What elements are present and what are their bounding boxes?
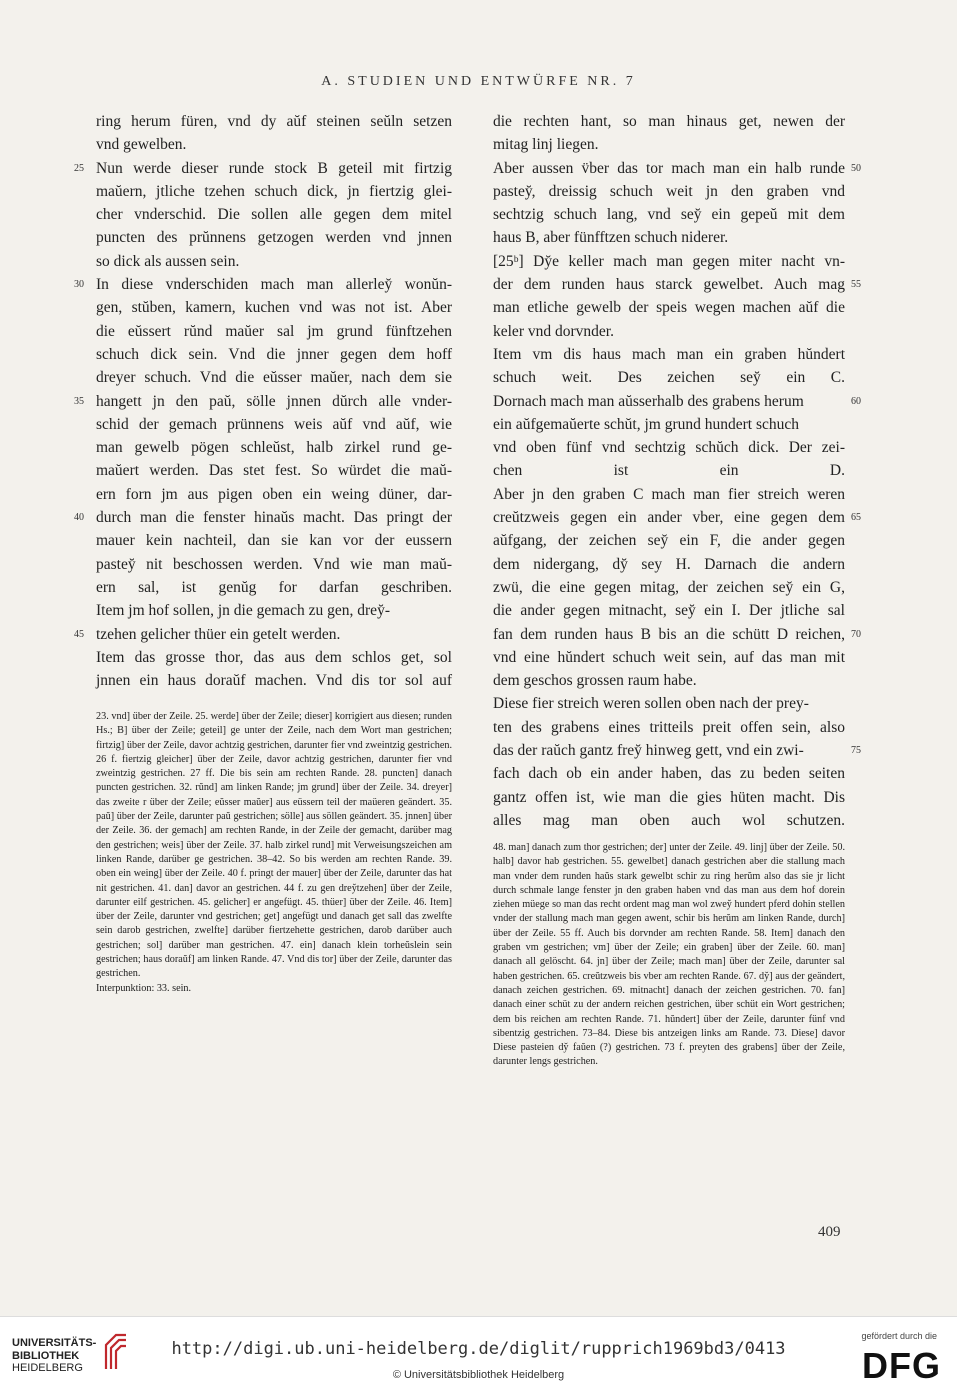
right-line: mitag linj liegen. bbox=[493, 136, 599, 154]
right-apparatus-notes: 48. man] danach zum thor gestrichen; der] unter der Zeile. 49. linj] über der Zeile. 50. halb] davor hab gestrichen. 55. gewelbet] danach gestrichen aber die stallung mach man vnder dem runden haŭs stark gewelbt schir zu ring herŭm also das sie jr licht durch schmale lange fenster jn den graben haben vnd das man aus dem hof dorein ziehen müege so man das recht ordent mag man wol zwey̆ hundert pferd dohin stellen vnder der stallung mach man gegen awent, schir bis herŭm am linken Rande, durch] über der Zeile. 55 ff. Auch bis dorvnder am rechten Rande. 58. Item] danach den graben vm gestrichen; vm] über der Zeile; ein graben] über der Zeile. 60. man] danach all gelöscht. 64. jn] über der Zeile; mach man] über der Zeile, darunter sal haben gestrichen. 65. creŭtzweis bis vber am rechten Rande. 67. dy̆] aus der geändert, danach zeichen gestrichen. 69. mitnacht] danach der zeichen gestrichen. 70. fan] danach einer schüt zu der andern reichen gestrichen, über schüt ein Wort gestrichen; dem bis reichen am rechten Rande. 71. hŭndert] über der Zeile, darunter fünf vnd sibentzig gestrichen. 73–84. Diese bis antzeigen links am Rande. 73. Diese] davor Diese pasteien dy̆ faŭen (?) gestrichen. 73 f. preyten des grabens] über der Zeile, darunter lengs gestrichen. bbox=[493, 842, 845, 1068]
line-number: 25 bbox=[74, 162, 84, 174]
left-apparatus bbox=[96, 710, 452, 996]
line-number: 40 bbox=[74, 512, 84, 524]
left-column-text bbox=[74, 110, 452, 692]
left-line: mauer kein nachteil, dan sie kan vor der eussern bbox=[96, 532, 452, 550]
left-line: In diese vnderschiden mach man allerley̆ wonŭn- 30 bbox=[96, 273, 452, 296]
left-line: gen, stŭben, kamern, kuchen vnd was not ist. Aber bbox=[96, 299, 452, 317]
copyright-notice: © Universitätsbibliothek Heidelberg bbox=[392, 1369, 565, 1381]
right-line: dem nidergang, dy̆ sey H. Darnach die andern bbox=[493, 555, 845, 573]
right-line: keler vnd dorvnder. bbox=[493, 322, 614, 340]
right-line: Diese fier streich weren sollen oben nach der prey- bbox=[493, 695, 809, 713]
right-line: schuch weit. Des zeichen sey̆ ein C. bbox=[493, 369, 845, 387]
right-line: Item vm dis haus mach man ein graben hŭndert bbox=[493, 345, 845, 363]
right-line: vnd eine hŭndert schuch weit sein, auf das man mit bbox=[493, 648, 845, 666]
right-line: pastey̆, dreissig schuch weit jn den graben vnd bbox=[493, 182, 845, 200]
right-line: fan dem runden haus B bis an die schütt D reichen, 70 bbox=[493, 623, 845, 646]
left-line: so dick als aussen sein. bbox=[96, 252, 240, 270]
ub-logo-line3: HEIDELBERG bbox=[12, 1362, 83, 1374]
line-number: 30 bbox=[74, 279, 84, 291]
left-line: cher vnderschid. Die sollen alle gegen dem mitel bbox=[96, 206, 452, 224]
left-line: vnd gewelben. bbox=[96, 136, 187, 154]
right-line: zwü, die eine gegen mitag, der zeichen sey̆ ein G, bbox=[493, 578, 845, 596]
right-line: Aber jn den graben C mach man fier streich weren bbox=[493, 485, 845, 503]
left-apparatus-notes: 23. vnd] über der Zeile. 25. werde] über der Zeile; dieser] korrigiert aus diesen; runden Hs.; B] über der Zeile; geteil] ge unter der Zeile, nach dem Wort man gestrichen; firtzig] über der Zeile, davor achtzig gestrichen, darunter fier vnd zweintzig gestrichen. 26 f. fiertzig gleicher] über der Zeile, davor achtzig gestrichen, darunter fier vnd zweintzig gestrichen. 27 ff. Die bis sein am rechten Rande. 28. puncten] danach puncten gestrichen. 32. rŭnd] am linken Rande; jm grund] über der Zeile. 34. dreyer] das zweite r über der Zeile; eŭsser maŭer] aus eüssern teil der maüeren geändert. 35. paŭ] über der Zeile, darunter paŭ gestrichen; sölle] aus söllen geändert. 35. jnnen] über der Zeile. 36. der gemach] am rechten Rande, in der Zeile der gemacht, darüber mag den gestrichen; weis] über der Zeile. 37. halb zirkel rund] mit Verweisungszeichen am linken Rande, darüber ge gestrichen. 38–42. So bis werden am rechten Rande. 39. oben ein weing] über der Zeile. 40 f. pringt der mauer] über der Zeile, darunter das hat nit gestrichen. 41. dan] davor an gestrichen. 44 f. zu gen drey̆tzehen] über der Zeile, darunter eilf gestrichen. 45. gelicher] er angefügt. 45. thüer] über der Zeile. 46. Item] über der Zeile, darunter vnd gestrichen; get] angefügt und danach get sall das zwelfte sein darob gestrichen, zwelfte] darüber fiertzehette gestrichen, darob darüber auch gestrichen; sol] darüber man gestrichen. 47. ein] danach klein torheŭslein sein gestrichen; haus doraŭf] am linken Rande. 47. Vnd dis tor] über der Zeile, darunter das gestrichen. bbox=[96, 711, 452, 980]
left-line: hangett jn den paŭ, sölle jnnen dŭrch alle vnder- 35 bbox=[96, 390, 452, 413]
right-line: aŭfgang, der zeichen sey̆ ein F, die ander gegen bbox=[493, 532, 845, 550]
right-line: creŭtzweis gegen ein ander vber, eine gegen dem 65 bbox=[493, 506, 845, 529]
right-line: fach dach ob ein ander haben, das zu beden seiten bbox=[493, 765, 845, 783]
line-number: 65 bbox=[851, 512, 861, 524]
right-line: der dem runden haus starck gewelbet. Auch mag 55 bbox=[493, 273, 845, 296]
left-line: ern sal, ist genŭg for darfan geschriben. bbox=[96, 578, 452, 596]
right-line: Dornach mach man aŭsserhalb des grabens herum 60 bbox=[493, 390, 845, 413]
left-line: schid der gemach prünnens weis aŭf vnd aŭf, wie bbox=[96, 415, 452, 433]
dfg-logo[interactable]: DFG bbox=[862, 1345, 941, 1386]
left-line: jnnen ein haus doraŭf machen. Vnd dis tor sol auf bbox=[96, 672, 452, 690]
left-line: ring herum füren, vnd dy aŭf steinen seŭln setzen bbox=[96, 113, 452, 130]
right-line: ein aŭfgemaŭerte schŭt, jm grund hundert schuch bbox=[493, 415, 800, 433]
ub-logo-line1: UNIVERSITÄTS- bbox=[12, 1337, 97, 1349]
page-number: 409 bbox=[818, 1224, 841, 1240]
left-line: pastey̆ nit beschossen werden. Vnd wie man maŭ- bbox=[96, 555, 452, 573]
right-line: die ander gegen mitnacht, sey̆ ein I. Der jtliche sal bbox=[493, 602, 845, 620]
right-line: [25ᵇ] Dy̆e keller mach man gegen miter nacht vn- bbox=[493, 252, 845, 270]
left-line: tzehen gelicher thüer ein getelt werden. 45 bbox=[96, 623, 452, 646]
right-line: gantz offen ist, wie man die gies hüten macht. Dis bbox=[493, 788, 845, 806]
left-line: Item jm hof sollen, jn die gemach zu gen, drey̆- bbox=[96, 602, 390, 620]
left-line: schuch dick sein. Vnd die jnner gegen dem hoff bbox=[96, 345, 452, 363]
line-number: 75 bbox=[851, 745, 861, 757]
line-number: 70 bbox=[851, 628, 861, 640]
right-line: chen ist ein D. bbox=[493, 462, 845, 480]
running-head: A. STUDIEN UND ENTWÜRFE NR. 7 bbox=[321, 74, 636, 89]
line-number: 35 bbox=[74, 395, 84, 407]
right-line: die rechten hant, so man hinaus get, newen der bbox=[493, 113, 845, 130]
left-line: Nun werde dieser runde stock B geteil mit firtzig 25 bbox=[96, 157, 452, 180]
permalink-url[interactable]: http://digi.ub.uni-heidelberg.de/diglit/rupprich1969bd3/0413 bbox=[171, 1339, 786, 1359]
line-number: 50 bbox=[851, 162, 861, 174]
ub-logo-line2: BIBLIOTHEK bbox=[12, 1349, 80, 1362]
line-number: 60 bbox=[851, 395, 861, 407]
right-apparatus bbox=[493, 841, 845, 1070]
line-number: 45 bbox=[74, 628, 84, 640]
left-line: die eŭssert rŭnd maŭer sal jm grund fünftzehen bbox=[96, 322, 452, 340]
left-line: maŭert werden. Das stet fest. So würdet die maŭ- bbox=[96, 462, 452, 480]
right-line: vnd oben fünf vnd sechtzig schŭch dick. Der zei- bbox=[493, 439, 845, 457]
right-line: man etliche gewelb der speis wegen machen aŭf die bbox=[493, 299, 845, 317]
left-line: puncten des prŭnnens getzogen werden vnd jnnen bbox=[96, 229, 452, 247]
right-line: ten des grabens eines tritteils preit offen sein, also bbox=[493, 718, 845, 736]
right-line: Aber aussen v̈ber das tor mach man ein halb runde 50 bbox=[493, 157, 845, 180]
line-number: 55 bbox=[851, 279, 861, 291]
left-line: dreyer schuch. Vnd die eŭsser maŭer, nach dem sie bbox=[96, 369, 452, 387]
left-line: Item das grosse thor, das aus dem schlos get, sol bbox=[96, 648, 452, 666]
right-line: das der raŭch gantz frey̆ hinweg gett, vnd ein zwi- 75 bbox=[493, 739, 845, 762]
right-column-text bbox=[493, 110, 861, 832]
right-line: alles mag man oben auch wol schutzen. bbox=[493, 811, 845, 829]
right-line: haus B, aber fünfftzen schuch niderer. bbox=[493, 229, 729, 247]
left-line: maŭern, jtliche tzehen schuch dick, jn fiertzig glei- bbox=[96, 182, 452, 200]
right-line: sechtzig schuch lang, vnd sey̆ ein gepeŭ mit dem bbox=[493, 206, 845, 224]
right-line: dem geschos grossen raum habe. bbox=[493, 672, 697, 690]
left-line: man gewelb pögen schleŭst, halb zirkel rund ge- bbox=[96, 439, 452, 457]
left-line: ern forn jm aus pigen oben ein weing düner, dar- bbox=[96, 485, 452, 503]
left-line: durch man die fenster hinaŭs macht. Das pringt der 40 bbox=[96, 506, 452, 529]
footer-bar bbox=[0, 1316, 957, 1394]
dfg-funding-label: gefördert durch die bbox=[861, 1331, 937, 1341]
left-apparatus-punctuation: Interpunktion: 33. sein. bbox=[96, 982, 192, 994]
